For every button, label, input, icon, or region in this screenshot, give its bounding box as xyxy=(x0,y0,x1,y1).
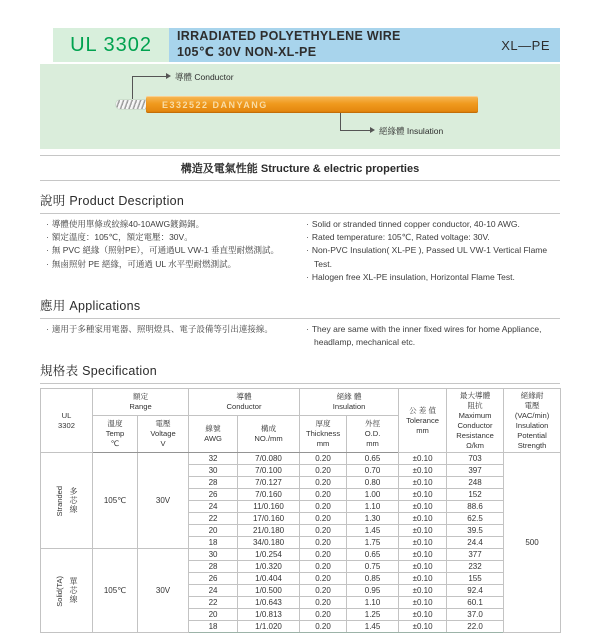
applications-en-list xyxy=(306,323,560,349)
group-label-en: Stranded xyxy=(55,485,64,517)
arrow-right-icon xyxy=(166,73,171,79)
table-cell: 0.20 xyxy=(300,609,347,621)
insulation-leader-line xyxy=(340,113,341,131)
table-cell: 24.4 xyxy=(447,537,504,549)
bullet-icon: · xyxy=(306,232,309,243)
table-cell: 1.45 xyxy=(347,525,399,537)
table-cell: 22 xyxy=(189,513,238,525)
conductor-leader-line xyxy=(132,76,166,77)
bullet-item: · Solid or stranded tinned copper conductor, 40-10 AWG. xyxy=(306,219,520,229)
table-cell: 0.20 xyxy=(300,585,347,597)
bullet-icon: · xyxy=(46,219,49,229)
bullet-icon: · xyxy=(306,219,309,229)
table-cell: 60.1 xyxy=(447,597,504,609)
table-cell: 7/0.160 xyxy=(238,489,300,501)
table-cell: 377 xyxy=(447,549,504,561)
header-bar xyxy=(53,28,560,62)
product-title-line2: 105℃ 30V NON-XL-PE xyxy=(177,45,317,59)
ul-type-badge xyxy=(53,28,169,62)
table-cell: 397 xyxy=(447,465,504,477)
conductor-label: 導體 Conductor xyxy=(175,72,234,82)
temp-cell: 105℃ xyxy=(93,549,138,633)
table-cell: 17/0.160 xyxy=(238,513,300,525)
column-header: 最大導體 阻抗 Maximum Conductor Resistance Ω/km xyxy=(447,389,504,453)
column-header: 構成 NO./mm xyxy=(238,415,300,452)
table-cell: ±0.10 xyxy=(399,453,447,465)
column-header: 絕緣 體 Insulation xyxy=(300,389,399,416)
table-cell: 18 xyxy=(189,621,238,633)
group-label-en: Solid(TA) xyxy=(55,575,64,607)
table-cell: 0.20 xyxy=(300,513,347,525)
table-cell: 0.20 xyxy=(300,525,347,537)
table-cell: ±0.10 xyxy=(399,477,447,489)
table-cell: 1/0.500 xyxy=(238,585,300,597)
insulation-leader-line xyxy=(340,130,370,131)
table-cell: ±0.10 xyxy=(399,621,447,633)
group-label-zh: 單芯線 xyxy=(69,577,78,605)
table-cell: 0.70 xyxy=(347,465,399,477)
table-cell: 1.45 xyxy=(347,621,399,633)
table-cell: 24 xyxy=(189,585,238,597)
table-cell: 37.0 xyxy=(447,609,504,621)
table-cell: 1/0.320 xyxy=(238,561,300,573)
table-cell: 1.30 xyxy=(347,513,399,525)
table-cell: ±0.10 xyxy=(399,465,447,477)
bullet-item: · They are same with the inner fixed wires for home Appliance, headlamp, mechanical etc. xyxy=(306,323,542,348)
bullet-icon: · xyxy=(306,323,309,334)
table-cell: ±0.10 xyxy=(399,585,447,597)
arrow-right-icon xyxy=(370,127,375,133)
table-cell: 7/0.127 xyxy=(238,477,300,489)
table-cell: 26 xyxy=(189,573,238,585)
table-cell: 0.80 xyxy=(347,477,399,489)
table-cell: ±0.10 xyxy=(399,501,447,513)
table-cell: 0.20 xyxy=(300,537,347,549)
table-cell: 88.6 xyxy=(447,501,504,513)
specification-heading: 規格表 Specification xyxy=(40,359,560,384)
description-en-list xyxy=(306,218,560,284)
table-cell: 32 xyxy=(189,453,238,465)
table-cell: 0.75 xyxy=(347,561,399,573)
column-header: 厚度 Thickness mm xyxy=(300,415,347,452)
product-title-line1: IRRADIATED POLYETHYLENE WIRE xyxy=(177,29,401,44)
table-cell: 1/0.813 xyxy=(238,609,300,621)
applications-heading: 應用 Applications xyxy=(40,294,560,319)
column-header: 溫度 Temp ℃ xyxy=(93,415,138,452)
table-cell: 28 xyxy=(189,477,238,489)
table-cell: 11/0.160 xyxy=(238,501,300,513)
table-cell: 1/0.254 xyxy=(238,549,300,561)
wire-diagram xyxy=(40,64,560,149)
description-heading: 說明 Product Description xyxy=(40,189,560,214)
structure-properties-title: 構造及電氣性能 Structure & electric properties xyxy=(40,155,560,181)
table-cell: 0.20 xyxy=(300,477,347,489)
description-zh-list xyxy=(46,218,298,271)
table-row xyxy=(41,453,561,465)
table-cell: 28 xyxy=(189,561,238,573)
bullet-item: · 無 PVC 絕緣（照射PE），可通過UL VW-1 垂直型耐燃測試。 xyxy=(46,245,280,256)
bullet-icon: · xyxy=(46,258,49,269)
ul-type-label: UL 3302 xyxy=(70,33,152,56)
table-cell: 0.20 xyxy=(300,597,347,609)
table-cell: 1/0.404 xyxy=(238,573,300,585)
table-cell: 152 xyxy=(447,489,504,501)
wire-insulation-body xyxy=(146,96,478,113)
bullet-icon: · xyxy=(46,232,49,243)
table-cell: 0.20 xyxy=(300,549,347,561)
column-header: 額定 Range xyxy=(93,389,189,416)
table-cell: 20 xyxy=(189,525,238,537)
table-cell: 30 xyxy=(189,549,238,561)
table-cell: 62.5 xyxy=(447,513,504,525)
group-label-zh: 多芯線 xyxy=(69,487,78,515)
table-cell: 0.65 xyxy=(347,549,399,561)
table-cell: 22.0 xyxy=(447,621,504,633)
table-cell: 1.75 xyxy=(347,537,399,549)
bullet-item: · Non-PVC Insulation( XL-PE ), Passed UL VW-1 Vertical Flame Test. xyxy=(306,245,548,269)
column-header: 線號 AWG xyxy=(189,415,238,452)
applications-section xyxy=(40,319,560,351)
table-cell: 92.4 xyxy=(447,585,504,597)
table-cell: 20 xyxy=(189,609,238,621)
conductor-strands xyxy=(116,100,148,109)
wire-print-text: E332522 DANYANG xyxy=(162,99,268,110)
bullet-item: · Rated temperature: 105℃, Rated voltage: 30V. xyxy=(306,232,490,243)
bullet-item: · 額定溫度：105℃，額定電壓：30V。 xyxy=(46,232,193,243)
table-cell: ±0.10 xyxy=(399,537,447,549)
group-label-cell xyxy=(41,549,93,633)
applications-zh-list xyxy=(46,323,298,336)
column-header: 公 差 值 Tolerance mm xyxy=(399,389,447,453)
table-cell: 18 xyxy=(189,537,238,549)
column-header: 外徑 O.D. mm xyxy=(347,415,399,452)
column-header: 絕緣耐 電壓 (VAC/min) Insulation Potential Strength xyxy=(504,389,561,453)
table-cell: 0.65 xyxy=(347,453,399,465)
table-cell: 0.95 xyxy=(347,585,399,597)
bullet-item: · Halogen free XL-PE insulation, Horizontal Flame Test. xyxy=(306,271,515,282)
table-cell: 26 xyxy=(189,489,238,501)
description-section xyxy=(40,214,560,286)
table-cell: 1/0.643 xyxy=(238,597,300,609)
specification-table xyxy=(40,388,561,633)
bullet-icon: · xyxy=(46,323,49,334)
table-cell: ±0.10 xyxy=(399,489,447,501)
table-cell: 155 xyxy=(447,573,504,585)
table-cell: 1.10 xyxy=(347,597,399,609)
table-cell: 1/1.020 xyxy=(238,621,300,633)
bullet-item: · 導體使用單條或絞線40-10AWG鍍錫銅。 xyxy=(46,219,205,229)
table-cell: 22 xyxy=(189,597,238,609)
group-label-cell xyxy=(41,453,93,549)
potential-strength-cell: 500 xyxy=(504,453,561,633)
table-row xyxy=(41,549,561,561)
temp-cell: 105℃ xyxy=(93,453,138,549)
bullet-icon: · xyxy=(306,271,309,282)
product-title xyxy=(177,29,501,60)
header-ul-3302: UL 3302 xyxy=(41,389,93,453)
header-right-label: XL—PE xyxy=(501,37,550,53)
bullet-item: · 適用于多種家用電器、照明燈具、電子設備等引出連接線。 xyxy=(46,323,273,334)
table-cell: 0.20 xyxy=(300,489,347,501)
table-cell: 21/0.180 xyxy=(238,525,300,537)
voltage-cell: 30V xyxy=(138,549,189,633)
table-cell: 7/0.100 xyxy=(238,465,300,477)
table-cell: 34/0.180 xyxy=(238,537,300,549)
table-cell: 703 xyxy=(447,453,504,465)
table-cell: 0.20 xyxy=(300,453,347,465)
table-cell: 1.10 xyxy=(347,501,399,513)
table-cell: ±0.10 xyxy=(399,549,447,561)
table-cell: ±0.10 xyxy=(399,561,447,573)
table-cell: ±0.10 xyxy=(399,513,447,525)
table-cell: 39.5 xyxy=(447,525,504,537)
title-box xyxy=(169,28,560,62)
table-cell: ±0.10 xyxy=(399,609,447,621)
insulation-label: 絕緣體 Insulation xyxy=(379,126,444,136)
bullet-item: · 無鹵照射 PE 絕緣，可通過 UL 水平型耐燃測試。 xyxy=(46,258,237,269)
bullet-icon: · xyxy=(306,245,309,256)
table-cell: ±0.10 xyxy=(399,597,447,609)
table-cell: 0.20 xyxy=(300,501,347,513)
table-cell: 0.85 xyxy=(347,573,399,585)
table-cell: 0.20 xyxy=(300,621,347,633)
table-cell: 24 xyxy=(189,501,238,513)
table-cell: 1.25 xyxy=(347,609,399,621)
table-cell: 7/0.080 xyxy=(238,453,300,465)
voltage-cell: 30V xyxy=(138,453,189,549)
column-header: 電壓 Voltage V xyxy=(138,415,189,452)
table-cell: 248 xyxy=(447,477,504,489)
table-cell: 0.20 xyxy=(300,465,347,477)
table-cell: 232 xyxy=(447,561,504,573)
conductor-leader-line xyxy=(132,76,133,99)
table-cell: ±0.10 xyxy=(399,573,447,585)
column-header: 導體 Conductor xyxy=(189,389,300,416)
table-cell: 0.20 xyxy=(300,561,347,573)
table-cell: 30 xyxy=(189,465,238,477)
bullet-icon: · xyxy=(46,245,49,256)
table-cell: 0.20 xyxy=(300,573,347,585)
table-cell: 1.00 xyxy=(347,489,399,501)
table-cell: ±0.10 xyxy=(399,525,447,537)
